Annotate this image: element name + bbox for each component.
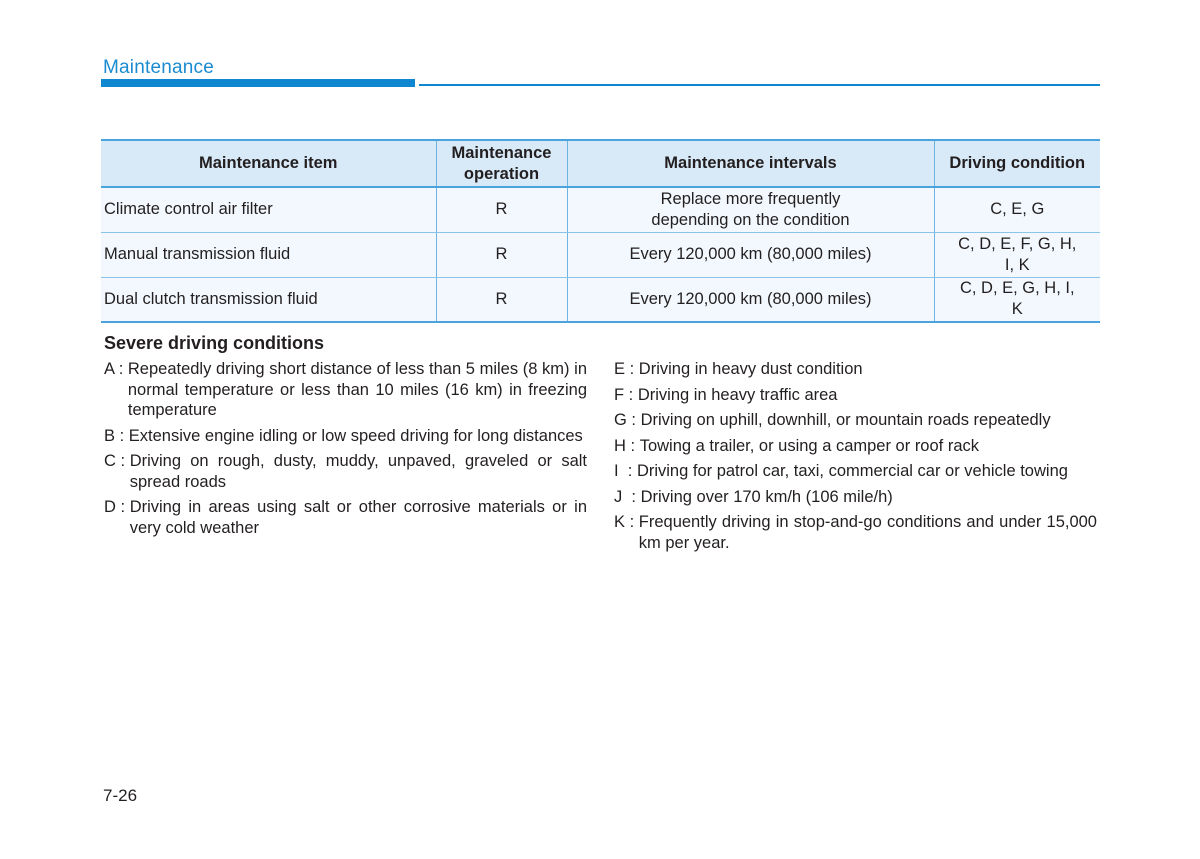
maintenance-table — [101, 139, 1100, 323]
condition-text: Towing a trailer, or using a camper or roof rack — [639, 436, 980, 455]
column-header-operation: Maintenance operation — [436, 140, 567, 187]
column-header-intervals: Maintenance intervals — [567, 140, 934, 187]
table-row — [101, 187, 1100, 232]
column-header-condition: Driving condition — [934, 140, 1100, 187]
condition-item — [614, 512, 1097, 553]
cell-operation: R — [436, 187, 567, 232]
condition-item — [614, 487, 1097, 508]
condition-key: H : — [614, 436, 640, 455]
table-row — [101, 232, 1100, 277]
condition-text: Driving on rough, dusty, muddy, unpaved, graveled or salt spread roads — [129, 452, 587, 491]
condition-item — [104, 497, 587, 538]
condition-item — [614, 385, 1097, 406]
cell-condition: C, E, G — [934, 187, 1100, 232]
condition-text: Driving over 170 km/h (106 mile/h) — [640, 487, 893, 506]
column-header-item: Maintenance item — [101, 140, 436, 187]
condition-key: F : — [614, 385, 638, 404]
severe-conditions-title: Severe driving conditions — [104, 333, 325, 353]
condition-key: I : — [614, 462, 637, 480]
condition-key: C : — [104, 452, 130, 470]
section-title: Maintenance — [103, 57, 214, 78]
condition-text: Driving in heavy dust condition — [638, 360, 863, 378]
cell-item: Dual clutch transmission fluid — [101, 277, 436, 322]
cell-item: Climate control air filter — [101, 187, 436, 232]
condition-key: G : — [614, 411, 641, 429]
page-number: 7-26 — [103, 786, 138, 805]
conditions-right-column — [614, 359, 1097, 558]
table-header-row — [101, 140, 1100, 187]
condition-text: Driving in areas using salt or other corrosive materials or in very cold weather — [129, 498, 587, 537]
condition-item — [614, 410, 1097, 431]
condition-text: Driving in heavy traffic area — [637, 385, 838, 404]
condition-key: K : — [614, 513, 639, 531]
condition-item — [104, 451, 587, 492]
cell-interval: Every 120,000 km (80,000 miles) — [567, 232, 934, 277]
condition-key: D : — [104, 498, 130, 516]
condition-item — [614, 359, 1097, 380]
condition-key: E : — [614, 360, 639, 378]
condition-item — [104, 359, 587, 421]
cell-interval: Replace more frequently depending on the condition — [567, 187, 934, 232]
cell-item: Manual transmission fluid — [101, 232, 436, 277]
condition-item — [614, 461, 1097, 482]
condition-text: Driving on uphill, downhill, or mountain roads repeatedly — [640, 411, 1051, 429]
header-rule-thin — [419, 84, 1100, 86]
condition-key: A : — [104, 360, 128, 378]
condition-item — [104, 426, 587, 447]
condition-text: Driving for patrol car, taxi, commercial car or vehicle towing — [636, 462, 1068, 480]
cell-operation: R — [436, 277, 567, 322]
cell-interval: Every 120,000 km (80,000 miles) — [567, 277, 934, 322]
condition-key: B : — [104, 426, 129, 445]
condition-text: Frequently driving in stop-and-go conditions and under 15,000 km per year. — [638, 513, 1097, 552]
cell-operation: R — [436, 232, 567, 277]
cell-condition: C, D, E, G, H, I, K — [934, 277, 1100, 322]
conditions-left-column — [104, 359, 587, 543]
table-row — [101, 277, 1100, 322]
header-rule-thick — [101, 79, 415, 87]
cell-condition: C, D, E, F, G, H, I, K — [934, 232, 1100, 277]
condition-text: Repeatedly driving short distance of less than 5 miles (8 km) in normal temperature or less than 10 miles (16 km) in freezing temperature — [127, 360, 587, 419]
condition-text: Extensive engine idling or low speed driving for long distances — [128, 426, 583, 445]
condition-item — [614, 436, 1097, 457]
condition-key: J : — [614, 487, 641, 506]
